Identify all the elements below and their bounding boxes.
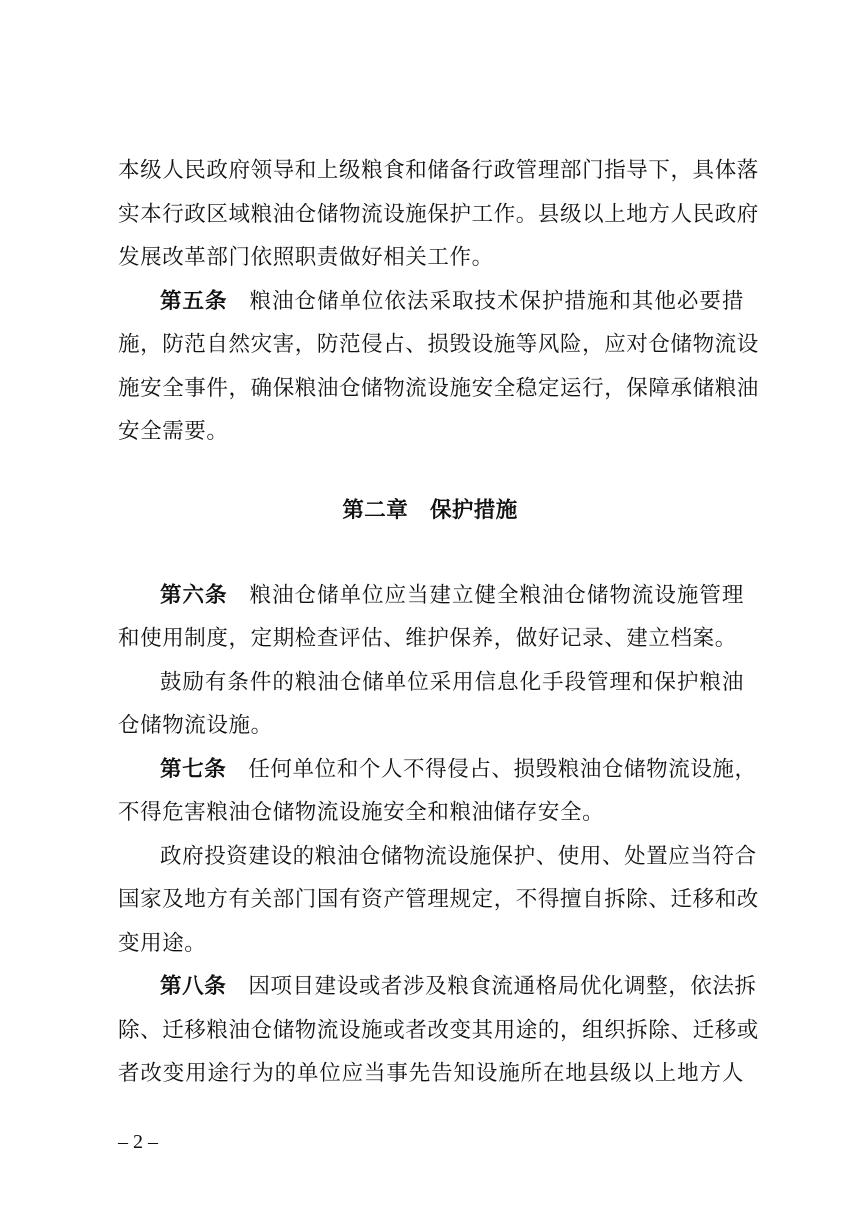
body-line: 者改变用途行为的单位应当事先告知设施所在地县级以上地方人 <box>118 1061 744 1086</box>
body-line: 除、迁移粮油仓储物流设施或者改变其用途的，组织拆除、迁移或 <box>118 1018 759 1043</box>
body-line: 和使用制度，定期检查评估、维护保养，做好记录、建立档案。 <box>118 626 737 651</box>
article-7-label: 第七条 <box>160 757 227 782</box>
body-line: 安全需要。 <box>118 419 229 444</box>
body-line: 仓储物流设施。 <box>118 713 273 738</box>
article-8-first-line <box>160 974 757 999</box>
article-6-label: 第六条 <box>160 583 228 608</box>
body-line: 实本行政区域粮油仓储物流设施保护工作。县级以上地方人民政府 <box>118 202 759 227</box>
paragraph-first-line: 鼓励有条件的粮油仓储单位采用信息化手段管理和保护粮油 <box>160 670 744 695</box>
article-6-text: 粮油仓储单位应当建立健全粮油仓储物流设施管理 <box>249 583 745 608</box>
body-line: 本级人民政府领导和上级粮食和储备行政管理部门指导下，具体落 <box>118 158 759 183</box>
body-line: 发展改革部门依照职责做好相关工作。 <box>118 245 494 270</box>
article-7-text: 任何单位和个人不得侵占、损毁粮油仓储物流设施， <box>248 757 757 782</box>
article-8-label: 第八条 <box>160 974 227 999</box>
article-8-text: 因项目建设或者涉及粮食流通格局优化调整，依法拆 <box>248 974 757 999</box>
article-5-text: 粮油仓储单位依法采取技术保护措施和其他必要措 <box>249 289 745 314</box>
article-6-first-line <box>160 585 744 607</box>
body-line: 不得危害粮油仓储物流设施安全和粮油储存安全。 <box>118 800 605 825</box>
body-line: 施，防范自然灾害，防范侵占、损毁设施等风险，应对仓储物流设 <box>118 332 759 357</box>
paragraph-first-line: 政府投资建设的粮油仓储物流设施保护、使用、处置应当符合 <box>160 844 757 869</box>
body-line: 施安全事件，确保粮油仓储物流设施安全稳定运行，保障承储粮油 <box>118 376 759 401</box>
article-5-label: 第五条 <box>160 289 228 314</box>
chapter-heading: 第二章 保护措施 <box>342 498 518 523</box>
article-5-first-line <box>160 291 744 313</box>
page-number: – 2 – <box>118 1131 158 1153</box>
article-7-first-line <box>160 757 757 782</box>
body-line: 变用途。 <box>118 931 207 956</box>
body-line: 国家及地方有关部门国有资产管理规定，不得擅自拆除、迁移和改 <box>118 887 759 912</box>
